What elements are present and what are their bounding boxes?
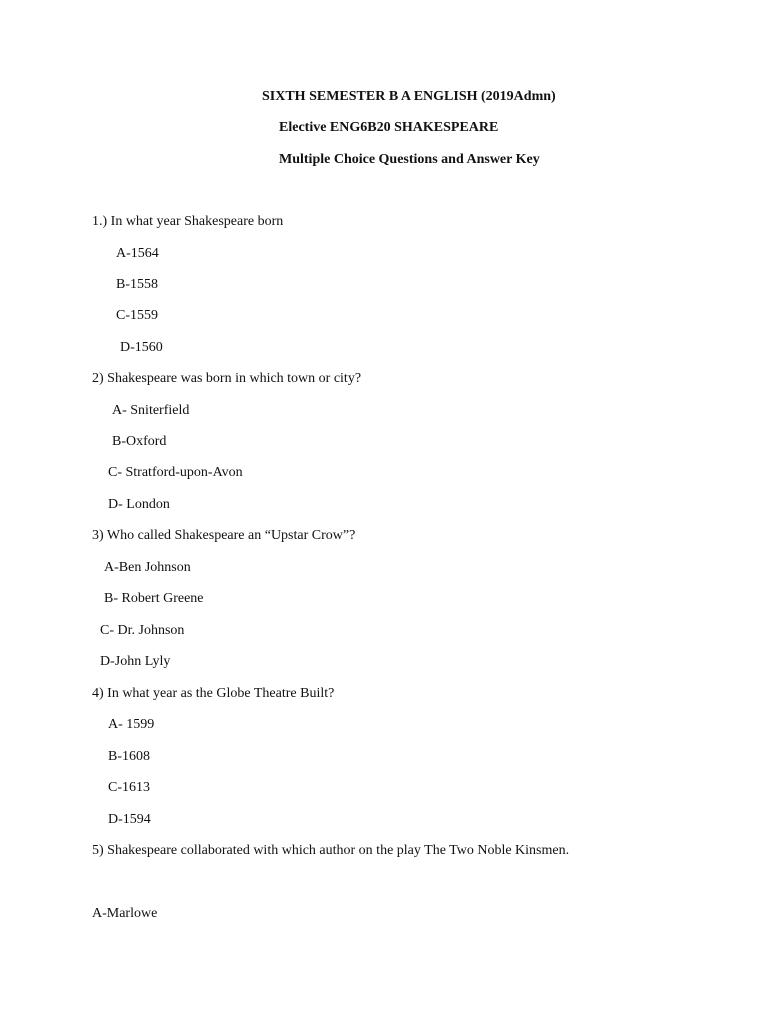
question-1: 1.) In what year Shakespeare born [92, 214, 284, 229]
question-3-option-c: C- Dr. Johnson [100, 623, 185, 638]
question-5-option-a: A-Marlowe [92, 906, 158, 921]
question-4-option-c: C-1613 [108, 780, 150, 795]
course-title: Elective ENG6B20 SHAKESPEARE [279, 120, 499, 135]
question-1-option-c: C-1559 [116, 308, 158, 323]
question-2-option-a: A- Sniterfield [112, 403, 190, 418]
question-4-option-d: D-1594 [108, 812, 151, 827]
question-1-option-d: D-1560 [120, 340, 163, 355]
question-4: 4) In what year as the Globe Theatre Built? [92, 686, 335, 701]
question-4-option-b: B-1608 [108, 749, 150, 764]
question-5: 5) Shakespeare collaborated with which author on the play The Two Noble Kinsmen. [92, 843, 570, 858]
document-subtitle: Multiple Choice Questions and Answer Key [279, 152, 540, 167]
document-title: SIXTH SEMESTER B A ENGLISH (2019Admn) [262, 89, 556, 104]
question-3: 3) Who called Shakespeare an “Upstar Crow”? [92, 528, 356, 543]
question-4-option-a: A- 1599 [108, 717, 155, 732]
question-2-option-b: B-Oxford [112, 434, 167, 449]
question-3-option-a: A-Ben Johnson [104, 560, 191, 575]
question-2-option-d: D- London [108, 497, 170, 512]
question-3-option-b: B- Robert Greene [104, 591, 204, 606]
question-1-option-a: A-1564 [116, 246, 159, 261]
question-1-option-b: B-1558 [116, 277, 158, 292]
question-3-option-d: D-John Lyly [100, 654, 171, 669]
question-2: 2) Shakespeare was born in which town or city? [92, 371, 362, 386]
question-2-option-c: C- Stratford-upon-Avon [108, 465, 243, 480]
